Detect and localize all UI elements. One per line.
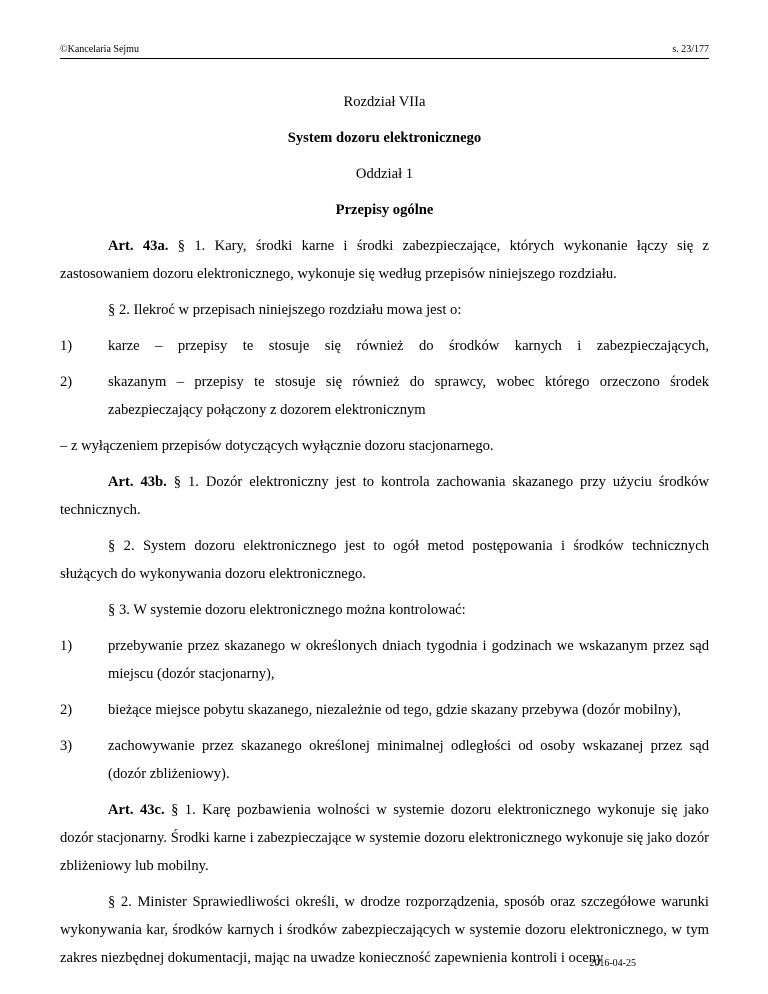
- art43b-paragraph-2: § 2. System dozoru elektronicznego jest to ogół metod postępowania i środków technicznych służących do wykonywania dozoru elektronicznego.: [60, 538, 709, 582]
- art43c-label: Art. 43c.: [108, 802, 165, 818]
- art43b-paragraph-1: Art. 43b. § 1. Dozór elektroniczny jest to kontrola zachowania skazanego przy użyciu środków technicznych.: [60, 474, 709, 518]
- header-publisher: ©Kancelaria Sejmu: [60, 44, 139, 55]
- art43a-label: Art. 43a.: [108, 238, 169, 254]
- page-header: [60, 42, 709, 59]
- chapter-heading: Rozdział VIIa: [343, 94, 426, 110]
- list-item: 1) karze – przepisy te stosuje się również do środków karnych i zabezpieczających,: [60, 338, 709, 354]
- art43a-closing: – z wyłączeniem przepisów dotyczących wyłącznie dozoru stacjonarnego.: [60, 438, 494, 454]
- chapter-title: System dozoru elektronicznego: [287, 130, 482, 146]
- list-item: 3) zachowywanie przez skazanego określonej minimalnej odległości od osoby wskazanej przez sąd (dozór zbliżeniowy).: [60, 738, 709, 782]
- art43b-paragraph-3: § 3. W systemie dozoru elektronicznego można kontrolować:: [108, 602, 466, 618]
- list-item: 2) skazanym – przepisy te stosuje się również do sprawcy, wobec którego orzeczono środek zabezpieczający połączony z dozorem elektronicznym: [60, 374, 709, 418]
- art43b-label: Art. 43b.: [108, 474, 167, 490]
- section-title: Przepisy ogólne: [335, 202, 434, 218]
- document-body: [60, 88, 709, 980]
- art43c-paragraph-1: Art. 43c. § 1. Karę pozbawienia wolności w systemie dozoru elektronicznego wykonuje się jako dozór stacjonarny. Środki karne i zabezpieczające w systemie dozoru elektronicznego wykonuje się jako dozór zbliżeniowy lub mobilny.: [60, 802, 709, 874]
- header-page-number: s. 23/177: [672, 44, 709, 55]
- footer-date: 2016-04-25: [589, 958, 636, 969]
- art43a-paragraph-1: Art. 43a. § 1. Kary, środki karne i środki zabezpieczające, których wykonanie łączy się z zastosowaniem dozoru elektronicznego, wykonuje się według przepisów niniejszego rozdziału.: [60, 238, 709, 282]
- art43c-paragraph-2: § 2. Minister Sprawiedliwości określi, w drodze rozporządzenia, sposób oraz szczegółowe warunki wykonywania kar, środków karnych i środków zabezpieczających w systemie dozoru elektronicznego, w tym zakres niezbędnej dokumentacji, mając na uwadze konieczność zapewnienia kontroli i oceny: [60, 894, 709, 966]
- list-item: 1) przebywanie przez skazanego w określonych dniach tygodnia i godzinach we wskazanym przez sąd miejscu (dozór stacjonarny),: [60, 638, 709, 682]
- list-item: 2) bieżące miejsce pobytu skazanego, niezależnie od tego, gdzie skazany przebywa (dozór mobilny),: [60, 702, 681, 718]
- section-heading: Oddział 1: [355, 166, 414, 182]
- art43a-paragraph-2: § 2. Ilekroć w przepisach niniejszego rozdziału mowa jest o:: [108, 302, 462, 318]
